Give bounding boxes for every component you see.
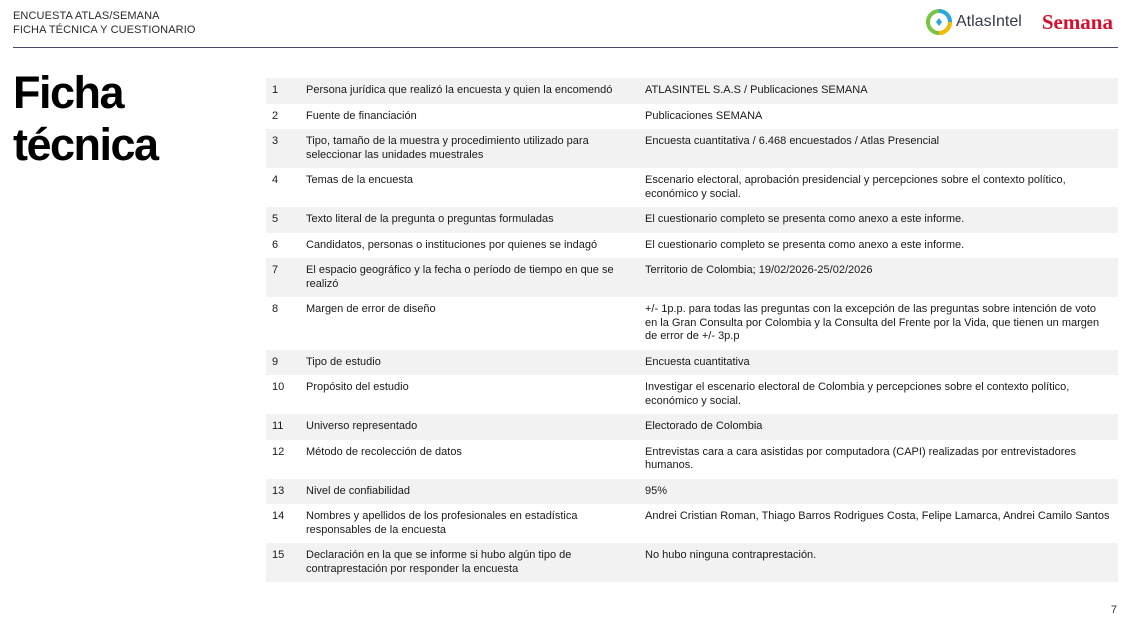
row-label: Temas de la encuesta <box>306 174 414 186</box>
document-header <box>13 9 196 37</box>
table-row <box>266 297 1118 350</box>
table-row <box>266 375 1118 414</box>
row-label: Declaración en la que se informe si hubo algún tipo de contraprestación por responder la encuesta <box>300 543 639 582</box>
row-value: No hubo ninguna contraprestación. <box>639 543 1118 582</box>
row-label: Tipo, tamaño de la muestra y procedimiento utilizado para seleccionar las unidades muestrales <box>300 129 639 168</box>
row-label: Método de recolección de datos <box>306 445 462 458</box>
row-value: Encuesta cuantitativa / 6.468 encuestados / Atlas Presencial <box>639 129 1118 168</box>
row-number: 3 <box>266 129 300 168</box>
row-number: 8 <box>272 303 279 315</box>
table-row <box>266 504 1118 543</box>
ficha-tecnica-table <box>266 78 1118 582</box>
row-label: Propósito del estudio <box>306 381 409 393</box>
row-number: 9 <box>266 350 300 376</box>
row-value: ATLASINTEL S.A.S / Publicaciones SEMANA <box>639 78 1118 104</box>
row-number: 2 <box>272 109 279 122</box>
table-row <box>266 543 1118 582</box>
semana-logo: Semana <box>1041 9 1113 34</box>
row-number: 13 <box>266 479 300 505</box>
row-value: Encuesta cuantitativa <box>639 350 1118 376</box>
row-value: Publicaciones SEMANA <box>645 109 763 122</box>
page-title-line-1: Ficha <box>13 67 124 118</box>
row-number: 6 <box>272 238 279 251</box>
atlasintel-logo <box>926 9 1022 35</box>
table-row <box>266 479 1118 505</box>
row-value: 95% <box>639 479 1118 505</box>
row-label: Nombres y apellidos de los profesionales en estadística responsables de la encuesta <box>306 510 578 536</box>
row-value: Investigar el escenario electoral de Colombia y percepciones sobre el contexto político, económico y social. <box>645 381 1070 407</box>
row-label: Fuente de financiación <box>306 109 417 122</box>
row-number: 11 <box>266 414 300 440</box>
atlasintel-logo-text: AtlasIntel <box>956 13 1022 30</box>
row-number: 4 <box>272 174 279 186</box>
row-value: Escenario electoral, aprobación presidencial y percepciones sobre el contexto político, económico y social. <box>645 174 1066 200</box>
row-label: Persona jurídica que realizó la encuesta y quien la encomendó <box>300 78 639 104</box>
row-number: 15 <box>266 543 300 582</box>
row-label: Nivel de confiabilidad <box>300 479 639 505</box>
header-line-2: FICHA TÉCNICA Y CUESTIONARIO <box>13 24 196 36</box>
atlasintel-logo-icon <box>926 9 952 35</box>
row-value: Entrevistas cara a cara asistidas por computadora (CAPI) realizadas por entrevistadores humanos. <box>645 445 1077 471</box>
header-line-1: ENCUESTA ATLAS/SEMANA <box>13 10 160 22</box>
row-number: 10 <box>272 381 285 393</box>
row-label: Margen de error de diseño <box>306 303 436 315</box>
row-number: 1 <box>266 78 300 104</box>
table-row <box>266 233 1118 259</box>
row-number: 7 <box>266 258 300 297</box>
table-row <box>266 168 1118 207</box>
row-label: Candidatos, personas o instituciones por quienes se indagó <box>306 238 598 251</box>
row-label: Texto literal de la pregunta o preguntas formuladas <box>300 207 639 233</box>
row-number: 12 <box>272 445 285 458</box>
table-row <box>266 207 1118 233</box>
page-title <box>13 67 158 171</box>
row-label: El espacio geográfico y la fecha o período de tiempo en que se realizó <box>300 258 639 297</box>
logo-bar <box>926 8 1113 36</box>
table-row <box>266 258 1118 297</box>
table-row <box>266 350 1118 376</box>
row-value: El cuestionario completo se presenta como anexo a este informe. <box>639 207 1118 233</box>
row-value: Territorio de Colombia; 19/02/2026-25/02/2026 <box>639 258 1118 297</box>
row-value: +/- 1p.p. para todas las preguntas con la excepción de las preguntas sobre intención de voto en la Gran Consulta por Colombia y la Consulta del Frente por la Vida, que tienen un margen de error de +/- 3p.p <box>645 303 1100 342</box>
row-value: El cuestionario completo se presenta como anexo a este informe. <box>645 238 965 251</box>
row-value: Electorado de Colombia <box>639 414 1118 440</box>
row-label: Tipo de estudio <box>300 350 639 376</box>
page-number: 7 <box>1110 604 1117 616</box>
table-row <box>266 78 1118 104</box>
table-row <box>266 440 1118 479</box>
page-title-line-2: técnica <box>13 119 158 170</box>
table-row <box>266 104 1118 130</box>
row-label: Universo representado <box>300 414 639 440</box>
table-row <box>266 414 1118 440</box>
header-divider <box>13 47 1118 48</box>
row-number: 14 <box>272 510 285 522</box>
row-number: 5 <box>266 207 300 233</box>
row-value: Andrei Cristian Roman, Thiago Barros Rodrigues Costa, Felipe Lamarca, Andrei Camilo Santos <box>645 510 1110 522</box>
table-row <box>266 129 1118 168</box>
